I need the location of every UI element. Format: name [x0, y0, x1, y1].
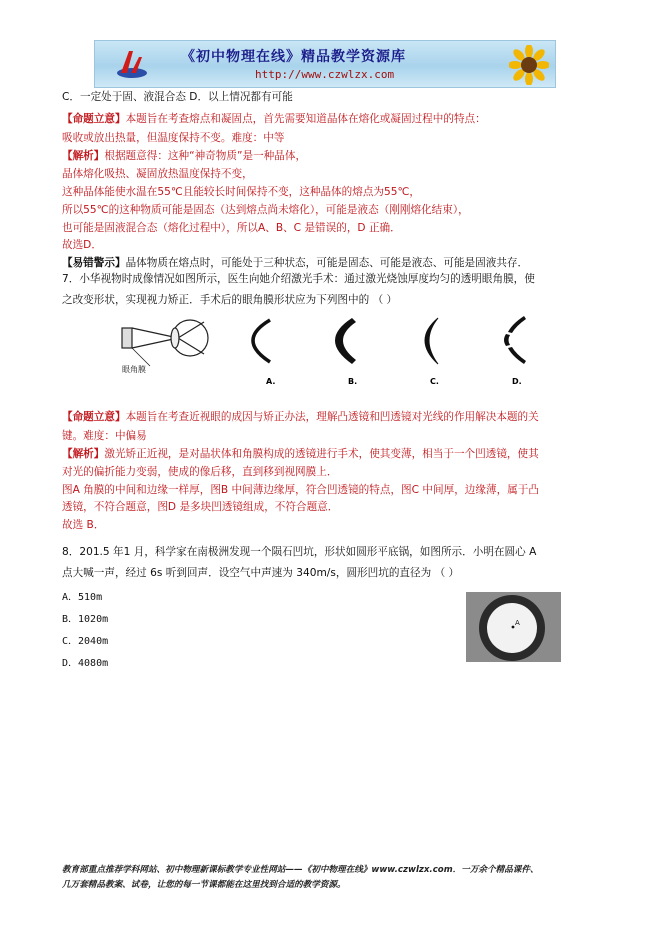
intent-text: 本题旨在考查熔点和凝固点，首先需要知道晶体在熔化或凝固过程中的特点：	[125, 113, 486, 125]
q8-option-c: C．2040m	[62, 636, 109, 647]
q8-option-a: A．510m	[62, 592, 103, 603]
crater-point-label: A	[515, 619, 520, 627]
q7-stem-line2: 之改变形状，实现视力矫正．手术后的眼角膜形状应为下列图中的 （ ）	[62, 294, 398, 306]
label-c: C.	[430, 377, 439, 386]
q6-analysis-line5: 也可能是固液混合态（熔化过程中），所以A、B、C 是错误的，D 正确．	[62, 222, 401, 234]
intent-text: 本题旨在考查近视眼的成因与矫正办法，理解凸透镜和凹透镜对光线的作用解决本题的关	[125, 411, 539, 423]
analysis-tag: 【解析】	[62, 448, 105, 460]
cornea-option-d	[504, 316, 526, 364]
q6-analysis-line1	[62, 149, 306, 164]
q6-intent-line1	[62, 112, 486, 127]
q6-warning-line	[62, 256, 528, 271]
q7-intent-line1	[62, 410, 539, 425]
q8-option-d: D．4080m	[62, 658, 109, 669]
q8-stem-line1: 8．201.5 年1 月，科学家在南极洲发现一个陨石凹坑，形状如圆形平底锅，如图所示．小明在圆心 A	[62, 546, 537, 558]
cornea-option-b	[335, 318, 356, 364]
banner-title: 《初中物理在线》精品教学资源库	[181, 49, 406, 65]
q6-answer: 故选D．	[62, 239, 102, 251]
footer-line1: 教育部重点推荐学科网站、初中物理新课标教学专业性网站——《初中物理在线》www.czwlzx.com．一万余个精品课件、	[62, 865, 539, 875]
label-b: B.	[348, 377, 358, 386]
cornea-option-a	[253, 320, 270, 362]
intent-tag: 【命题立意】	[62, 411, 126, 423]
cornea-option-c	[425, 318, 438, 364]
q6-analysis-line3: 这种晶体能使水温在55℃且能较长时间保持不变，这种晶体的熔点为55℃，	[62, 186, 420, 198]
q8-option-b: B．1020m	[62, 614, 109, 625]
q7-analysis-line3: 图A 角膜的中间和边缘一样厚，图B 中间薄边缘厚，符合凹透镜的特点，图C 中间厚，边缘薄，属于凸	[62, 484, 539, 496]
footer-line2: 几万套精品教案、试卷，让您的每一节课都能在这里找到合适的教学资源。	[62, 880, 346, 890]
label-a: A.	[266, 377, 276, 386]
analysis-text: 根据题意得：这种“神奇物质”是一种晶体，	[104, 150, 307, 162]
myopia-eye-diagram	[122, 320, 208, 366]
warning-text: 晶体物质在熔点时，可能处于三种状态，可能是固态、可能是液态、可能是固液共存．	[125, 257, 529, 269]
site-logo-icon	[115, 47, 149, 81]
eye-cornea-figure	[120, 314, 540, 388]
q7-answer: 故选 B．	[62, 519, 105, 531]
q7-analysis-line2: 对光的偏折能力变弱，使成的像后移，直到移到视网膜上．	[62, 466, 338, 478]
q8-stem-line2: 点大喊一声，经过 6s 听到回声．设空气中声速为 340m/s，圆形凹坑的直径为 （ ）	[62, 567, 460, 579]
q6-analysis-line2: 晶体熔化吸热、凝固放热温度保持不变，	[62, 168, 253, 180]
intent-tag: 【命题立意】	[62, 113, 126, 125]
eye-label: 眼角膜	[122, 365, 146, 374]
analysis-text: 激光矫正近视，是对晶状体和角膜构成的透镜进行手术，使其变薄，相当于一个凹透镜，使其	[104, 448, 539, 460]
crater-photo	[466, 592, 561, 662]
sunflower-icon	[509, 45, 549, 85]
option-line-cd: C．一定处于固、液混合态 D．以上情况都有可能	[62, 91, 293, 103]
q7-intent-line2: 键。难度：中偏易	[62, 430, 147, 442]
analysis-tag: 【解析】	[62, 150, 105, 162]
label-d: D.	[512, 377, 522, 386]
banner-url: http://www.czwlzx.com	[255, 68, 395, 81]
q7-stem-line1: 7．小华视物时成像情况如图所示，医生向她介绍激光手术：通过激光烧蚀厚度均匀的透明眼角膜，使	[62, 273, 535, 285]
warning-tag: 【易错警示】	[62, 257, 126, 269]
q7-analysis-line4: 透镜，不符合题意，图D 是多块凹透镜组成，不符合题意．	[62, 501, 339, 513]
q7-analysis-line1	[62, 447, 539, 462]
header-banner	[94, 40, 556, 88]
q6-analysis-line4: 所以55℃的这种物质可能是固态（达到熔点尚未熔化），可能是液态（刚刚熔化结束），	[62, 204, 469, 216]
q6-intent-line2: 吸收或放出热量，但温度保持不变。难度：中等	[62, 132, 285, 144]
